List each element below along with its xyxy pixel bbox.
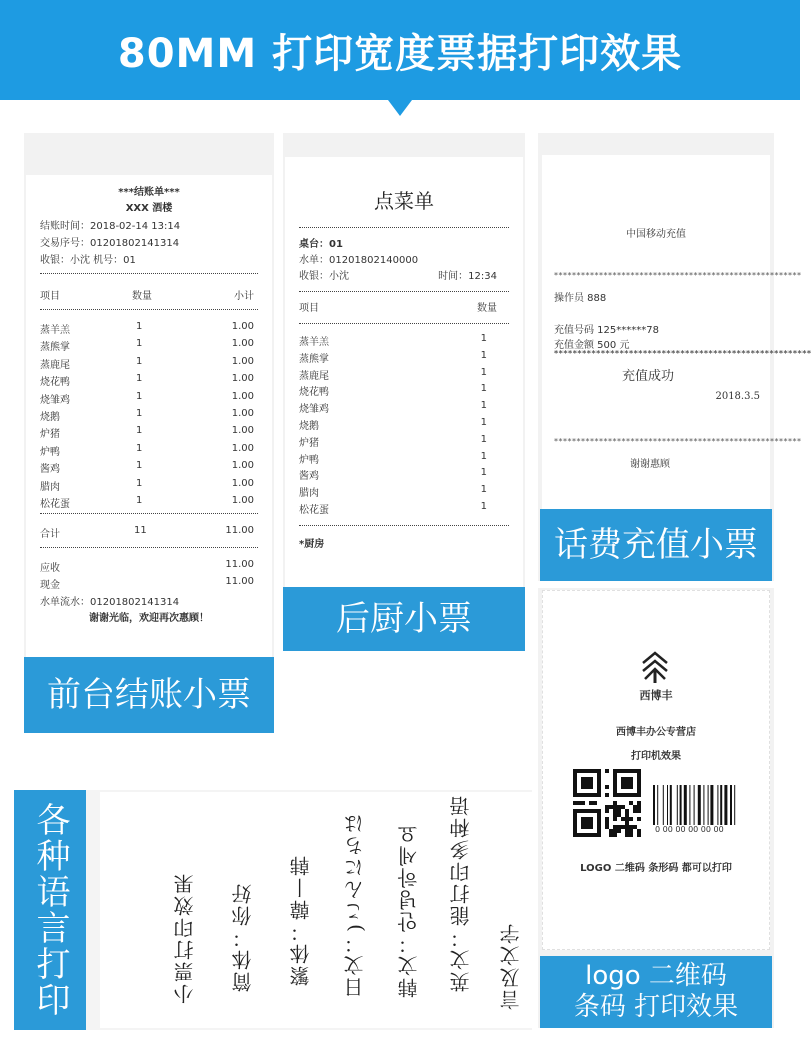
divider <box>299 323 509 324</box>
item-qty: 1 <box>136 390 143 402</box>
page-title: 80MM 打印宽度票据打印效果 <box>117 31 683 77</box>
item-name: 蒸熊掌 <box>299 353 329 365</box>
list-item <box>40 408 258 425</box>
item-name: 烧鹅 <box>40 412 60 423</box>
item-name: 炉猪 <box>40 429 60 441</box>
item-name: 烧花鸭 <box>40 377 70 389</box>
item-subtotal: 1.00 <box>231 355 254 367</box>
item-subtotal: 1.00 <box>231 460 254 472</box>
receipt-title: 点菜单 <box>374 189 434 213</box>
divider <box>40 309 258 310</box>
thanks-line: 谢谢光临，欢迎再次惠顾！ <box>89 613 209 624</box>
due-label: 应收 <box>40 563 60 574</box>
item-qty: 1 <box>136 408 143 419</box>
star-divider: ******************************************************* <box>554 437 802 446</box>
brand-name: 西博丰 <box>639 689 673 702</box>
star-divider: ******************************************************* <box>554 271 802 280</box>
language-line-1: 小票打印效果 <box>173 872 197 1004</box>
language-paper <box>100 792 532 1028</box>
list-item <box>40 391 258 408</box>
item-name: 烧雏鸡 <box>299 404 329 416</box>
table-header <box>299 299 509 316</box>
language-line-5: 韩文：안녕하세요 <box>397 822 421 998</box>
item-qty: 1 <box>480 467 487 479</box>
list-item <box>40 478 258 495</box>
caption-logo-line2: 条码 打印效果 <box>573 992 739 1022</box>
item-subtotal: 1.00 <box>231 442 254 454</box>
total-qty: 11 <box>134 525 147 536</box>
receipt-paper <box>542 590 770 950</box>
total-label: 合计 <box>40 529 60 540</box>
due-row <box>40 559 258 576</box>
item-qty: 1 <box>480 484 487 496</box>
item-name: 蒸羊羔 <box>299 337 329 348</box>
print-effect: 打印机效果 <box>631 751 681 762</box>
receipt-panel-front <box>24 133 274 733</box>
item-name: 蒸鹿尾 <box>40 359 70 371</box>
item-name: 腊肉 <box>299 488 319 500</box>
cashier: 收银：小沈 <box>299 271 349 282</box>
list-item <box>40 425 258 442</box>
language-line-6: 英文：能打印多种语 <box>449 794 473 992</box>
divider <box>299 525 509 526</box>
cash-value: 11.00 <box>225 576 254 587</box>
caption-kitchen: 后厨小票 <box>283 587 525 651</box>
cash-label: 现金 <box>40 580 60 591</box>
barcode-icon <box>651 785 765 825</box>
list-item <box>299 501 509 518</box>
caption-logo-line1: logo 二维码 <box>585 960 727 991</box>
list-item <box>40 373 258 390</box>
list-item <box>40 443 258 460</box>
item-name: 松花蛋 <box>299 505 329 516</box>
caption-languages <box>14 790 86 1030</box>
languages-panel <box>14 790 532 1030</box>
language-line-3: 繁体：韓丨韩 <box>289 854 313 986</box>
info-cashier: 收银：小沈 机号：01 <box>40 255 136 266</box>
item-qty: 1 <box>480 333 487 344</box>
item-name: 松花蛋 <box>40 499 70 510</box>
footer-tag: *厨房 <box>299 539 325 550</box>
list-item <box>40 460 258 477</box>
item-name: 烧鹅 <box>299 421 319 432</box>
item-qty: 1 <box>480 349 487 361</box>
language-line-2: 简体：你好 <box>231 882 255 992</box>
language-line-4: 日文：)こんにちは <box>343 812 367 998</box>
receipt-panel-logo <box>538 588 774 1028</box>
receipt-title: ***结账单*** <box>118 187 180 198</box>
shop-name: 西博丰办公专营店 <box>616 727 696 738</box>
receipt-panel-topup <box>538 133 812 581</box>
item-name: 酱鸡 <box>299 471 319 483</box>
receipt-title: 中国移动充值 <box>626 229 686 240</box>
item-qty: 1 <box>136 495 143 506</box>
item-qty: 1 <box>480 366 487 378</box>
col-item: 项目 <box>299 303 319 314</box>
star-divider: ******************************************************* <box>554 349 812 358</box>
phone-number: 充值号码 125******78 <box>554 325 659 336</box>
info-time: 结账时间：2018-02-14 13:14 <box>40 221 181 232</box>
item-subtotal: 1.00 <box>231 321 254 332</box>
item-name: 炉猪 <box>299 437 319 449</box>
item-name: 酱鸡 <box>40 464 60 476</box>
item-name: 蒸鹿尾 <box>299 370 329 382</box>
item-name: 蒸羊羔 <box>40 325 70 336</box>
caption-languages-text: 各种语言打印 <box>30 802 70 1018</box>
item-qty: 1 <box>480 433 487 445</box>
item-qty: 1 <box>480 400 487 412</box>
total-row <box>40 525 258 542</box>
list-item <box>299 484 509 501</box>
col-subtotal: 小计 <box>234 291 254 302</box>
list-item <box>299 367 509 384</box>
list-item <box>299 451 509 468</box>
shop-name: XXX 酒楼 <box>125 203 173 214</box>
divider <box>299 227 509 228</box>
item-subtotal: 1.00 <box>231 408 254 419</box>
item-subtotal: 1.00 <box>231 425 254 437</box>
item-subtotal: 1.00 <box>231 373 254 385</box>
topup-status: 充值成功 <box>622 369 675 384</box>
caption-logo <box>540 956 772 1028</box>
item-qty: 1 <box>136 442 143 454</box>
total-sum: 11.00 <box>225 525 254 536</box>
divider <box>299 291 509 292</box>
col-item: 项目 <box>40 291 60 302</box>
item-qty: 1 <box>136 338 143 350</box>
topup-amount: 充值金额 500 元 <box>554 340 630 351</box>
table-number: 桌台：01 <box>299 239 343 250</box>
item-name: 烧花鸭 <box>299 387 329 399</box>
serial-line: 水单流水：01201802141314 <box>40 597 180 608</box>
item-name: 炉鸭 <box>299 454 319 466</box>
order-number: 水单：01201802140000 <box>299 255 419 266</box>
page-header <box>0 0 800 100</box>
item-qty: 1 <box>480 383 487 395</box>
item-qty: 1 <box>136 460 143 472</box>
language-line-7: 言及文字 <box>499 922 523 1010</box>
list-item <box>299 400 509 417</box>
receipt-panel-kitchen <box>283 133 525 651</box>
item-qty: 1 <box>480 501 487 512</box>
caption-front-desk: 前台结账小票 <box>24 657 274 733</box>
item-qty: 1 <box>136 425 143 437</box>
item-qty: 1 <box>136 373 143 385</box>
info-serial: 交易序号：01201802141314 <box>40 238 180 249</box>
list-item <box>40 338 258 355</box>
tree-logo-icon <box>639 649 671 683</box>
topup-date: 2018.3.5 <box>715 391 760 402</box>
col-qty: 数量 <box>132 291 152 302</box>
receipt-paper <box>285 157 523 587</box>
list-item <box>40 356 258 373</box>
order-time: 时间：12:34 <box>438 271 497 282</box>
divider <box>40 273 258 274</box>
caption-topup: 话费充值小票 <box>540 509 772 581</box>
due-value: 11.00 <box>225 559 254 570</box>
list-item <box>299 467 509 484</box>
item-qty: 1 <box>480 450 487 462</box>
col-qty: 数量 <box>477 303 497 314</box>
item-name: 腊肉 <box>40 481 60 493</box>
list-item <box>299 350 509 367</box>
item-subtotal: 1.00 <box>231 390 254 402</box>
item-subtotal: 1.00 <box>231 338 254 350</box>
item-qty: 1 <box>136 355 143 367</box>
list-item <box>299 434 509 451</box>
table-header <box>40 287 258 304</box>
divider <box>40 513 258 514</box>
item-qty: 1 <box>480 417 487 428</box>
thanks-line: 谢谢惠顾 <box>630 459 670 470</box>
item-subtotal: 1.00 <box>231 495 254 506</box>
feature-desc: LOGO 二维码 条形码 都可以打印 <box>580 863 732 874</box>
list-item <box>40 321 258 338</box>
item-subtotal: 1.00 <box>231 477 254 489</box>
qr-code-icon <box>573 769 641 837</box>
header-arrow <box>388 100 412 116</box>
item-qty: 1 <box>136 321 143 332</box>
list-item <box>40 495 258 512</box>
barcode-digits: 0 00 00 00 00 00 <box>655 825 724 834</box>
operator: 操作员 888 <box>554 293 607 304</box>
item-name: 蒸熊掌 <box>40 342 70 354</box>
item-name: 炉鸭 <box>40 446 60 458</box>
item-qty: 1 <box>136 477 143 489</box>
list-item <box>299 417 509 434</box>
receipt-paper <box>542 155 812 511</box>
list-item <box>299 383 509 400</box>
list-item <box>299 333 509 350</box>
cash-row <box>40 576 258 593</box>
divider <box>40 547 258 548</box>
item-name: 烧雏鸡 <box>40 394 70 406</box>
